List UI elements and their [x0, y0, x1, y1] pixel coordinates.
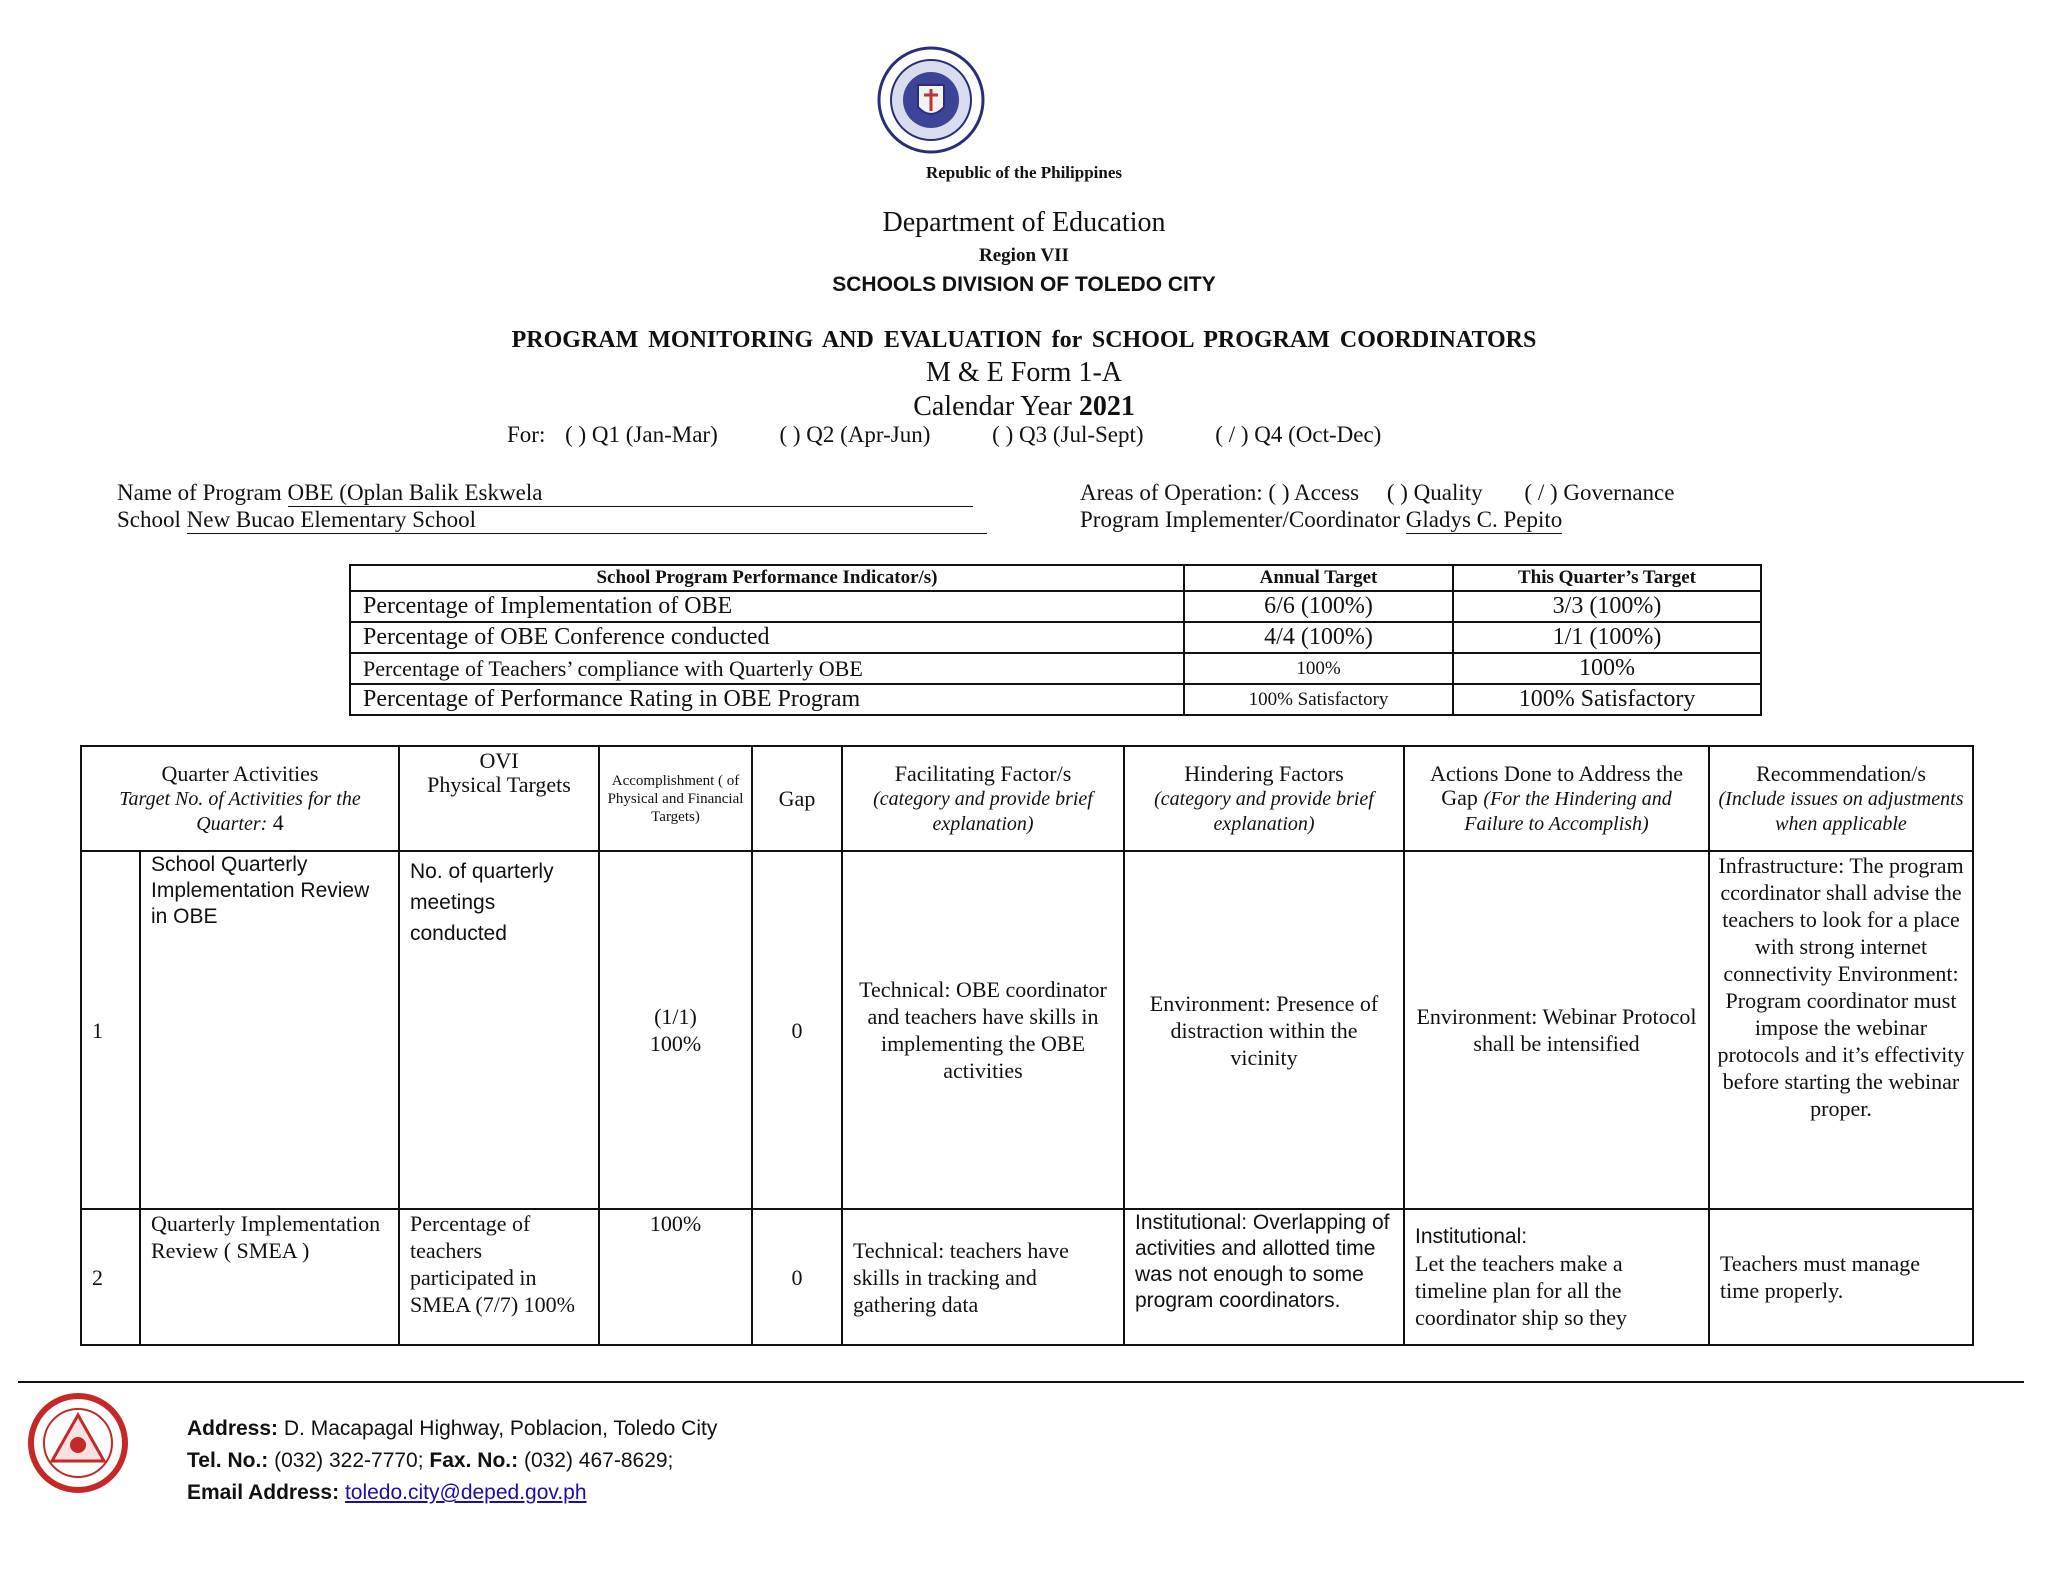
address-value: D. Macapagal Highway, Poblacion, Toledo City [283, 1417, 718, 1440]
indicator-name: Percentage of Teachers’ compliance with Quarterly OBE [350, 653, 1184, 684]
activity-actions: Environment: Webinar Protocol shall be intensified [1404, 851, 1709, 1209]
calendar-year: 2021 [1078, 391, 1135, 422]
calendar-label: Calendar Year [913, 391, 1072, 422]
address-label: Address: [187, 1417, 279, 1440]
activity-ovi: Percentage of teachers participated in SMEA (7/7) 100% [399, 1209, 599, 1345]
facilitating-header [842, 746, 1124, 851]
indicator-name: Percentage of OBE Conference conducted [350, 622, 1184, 653]
indicator-row [350, 684, 1761, 715]
hindering-title: Hindering Factors [1184, 760, 1344, 786]
ovi-header [399, 746, 599, 851]
annual-target: 6/6 (100%) [1184, 591, 1453, 622]
quarter-target-header: This Quarter’s Target [1453, 565, 1761, 591]
email-link[interactable]: toledo.city@deped.gov.ph [344, 1481, 587, 1504]
ovi-title: OVI [479, 748, 519, 773]
quarter-target: 100% [1453, 653, 1761, 684]
footer-email [187, 1477, 987, 1509]
activity-number: 1 [81, 851, 140, 1209]
quarter-target: 100% Satisfactory [1453, 684, 1761, 715]
email-label: Email Address: [187, 1481, 340, 1504]
activity-row [81, 851, 1973, 1209]
fax-value: (032) 467-8629; [523, 1449, 674, 1472]
indicator-row [350, 653, 1761, 684]
quarter-q2: ( ) Q2 (Apr-Jun) [779, 422, 931, 447]
actions-header [1404, 746, 1709, 851]
school-label: School [117, 507, 181, 532]
implementer-value: Gladys C. Pepito [1405, 507, 1563, 532]
quarter-target: 1/1 (100%) [1453, 622, 1761, 653]
activity-facilitating: Technical: teachers have skills in tracking and gathering data [842, 1209, 1124, 1345]
areas-line [1080, 480, 1980, 506]
annual-target: 100% [1184, 653, 1453, 684]
activities-header-row [81, 746, 1973, 851]
actions-subtitle: (For the Hindering and Failure to Accomplish) [1464, 787, 1672, 835]
quarter-selection [507, 422, 1607, 448]
recommendations-subtitle: (Include issues on adjustments when applicable [1718, 787, 1964, 835]
activity-name: School Quarterly Implementation Review in OBE [140, 851, 399, 1209]
annual-target-header: Annual Target [1184, 565, 1453, 591]
fax-label: Fax. No.: [429, 1449, 519, 1472]
facilitating-title: Facilitating Factor/s [894, 760, 1072, 786]
activity-accomplishment: (1/1) 100% [599, 851, 752, 1209]
recommendations-header [1709, 746, 1973, 851]
department-title: Department of Education [882, 207, 1166, 238]
indicator-row [350, 591, 1761, 622]
activity-recommendations: Infrastructure: The program ccordinator shall advise the teachers to look for a place with strong internet connectivity Environment: Program coordinator must impose the webinar protocols and it’s effectivity before starting the webinar proper. [1709, 851, 1973, 1209]
quarter-activities-header [81, 746, 399, 851]
quarter-target: 3/3 (100%) [1453, 591, 1761, 622]
indicator-name: Percentage of Performance Rating in OBE Program [350, 684, 1184, 715]
implementer-line [1080, 507, 1980, 534]
quarter-q1: ( ) Q1 (Jan-Mar) [565, 422, 718, 447]
quarter-activities-title: Quarter Activities [161, 760, 319, 786]
quarter-activities-subtitle: Target No. of Activities for the Quarter: [119, 787, 361, 835]
program-name-line [117, 480, 1007, 507]
school-value: New Bucao Elementary School [187, 507, 987, 534]
activity-gap: 0 [752, 851, 842, 1209]
area-quality: ( ) Quality [1386, 480, 1483, 505]
annual-target: 4/4 (100%) [1184, 622, 1453, 653]
footer-phone [187, 1445, 987, 1477]
activity-number: 2 [81, 1209, 140, 1345]
school-line [117, 507, 1007, 534]
republic-text: Republic of the Philippines [925, 163, 1122, 182]
recommendations-title: Recommendation/s [1756, 760, 1926, 786]
activity-actions-cell [1404, 1209, 1709, 1345]
footer-divider [18, 1381, 2024, 1383]
indicator-name: Percentage of Implementation of OBE [350, 591, 1184, 622]
division-seal [28, 1393, 128, 1493]
gap-header: Gap [752, 746, 842, 851]
hindering-subtitle: (category and provide brief explanation) [1154, 787, 1374, 835]
activity-accomplishment: 100% [599, 1209, 752, 1345]
for-label: For: [507, 422, 546, 447]
activity-recommendations: Teachers must manage time properly. [1709, 1209, 1973, 1345]
footer-contact [187, 1413, 987, 1509]
activity-facilitating: Technical: OBE coordinator and teachers have skills in implementing the OBE activities [842, 851, 1124, 1209]
actions-title: Actions Done to Address the Gap [1430, 760, 1683, 810]
quarter-activities-count: 4 [272, 809, 284, 835]
area-governance: ( / ) Governance [1524, 480, 1675, 505]
indicator-col-header: School Program Performance Indicator/s) [350, 565, 1184, 591]
activities-table [80, 745, 1974, 1346]
activity-actions: Let the teachers make a timeline plan for all the coordinator ship so they [1415, 1251, 1628, 1330]
hindering-header [1124, 746, 1404, 851]
program-label: Name of Program [117, 480, 282, 505]
areas-label: Areas of Operation: [1080, 480, 1263, 505]
activity-name: Quarterly Implementation Review ( SMEA ) [140, 1209, 399, 1345]
region-text: Region VII [979, 245, 1069, 266]
deped-seal [876, 45, 986, 155]
program-value: OBE (Oplan Balik Eskwela [288, 480, 973, 507]
activity-hindering: Institutional: Overlapping of activities and allotted time was not enough to some program coordinators. [1124, 1209, 1404, 1345]
calendar-year-line [0, 391, 2048, 423]
quarter-q3: ( ) Q3 (Jul-Sept) [992, 422, 1144, 447]
ovi-subtitle: Physical Targets [427, 772, 571, 797]
form-title: M & E Form 1-A [926, 357, 1122, 388]
indicator-table [349, 564, 1762, 716]
activity-ovi: No. of quarterly meetings conducted [399, 851, 599, 1209]
indicator-header-row [350, 565, 1761, 591]
facilitating-subtitle: (category and provide brief explanation) [873, 787, 1093, 835]
activity-actions-label: Institutional: [1415, 1225, 1528, 1248]
program-title: PROGRAM MONITORING AND EVALUATION for SCHOOL PROGRAM COORDINATORS [511, 327, 1537, 353]
area-access: ( ) Access [1268, 480, 1360, 505]
indicator-row [350, 622, 1761, 653]
tel-label: Tel. No.: [187, 1449, 269, 1472]
activity-gap: 0 [752, 1209, 842, 1345]
quarter-q4: ( / ) Q4 (Oct-Dec) [1215, 422, 1382, 447]
activity-hindering: Environment: Presence of distraction within the vicinity [1124, 851, 1404, 1209]
accomplishment-header: Accomplishment ( of Physical and Financial Targets) [599, 746, 752, 851]
division-title: SCHOOLS DIVISION OF TOLEDO CITY [832, 273, 1216, 296]
activity-row [81, 1209, 1973, 1345]
footer-address [187, 1413, 987, 1445]
tel-value: (032) 322-7770; [274, 1449, 424, 1472]
annual-target: 100% Satisfactory [1184, 684, 1453, 715]
implementer-label: Program Implementer/Coordinator [1080, 507, 1401, 532]
